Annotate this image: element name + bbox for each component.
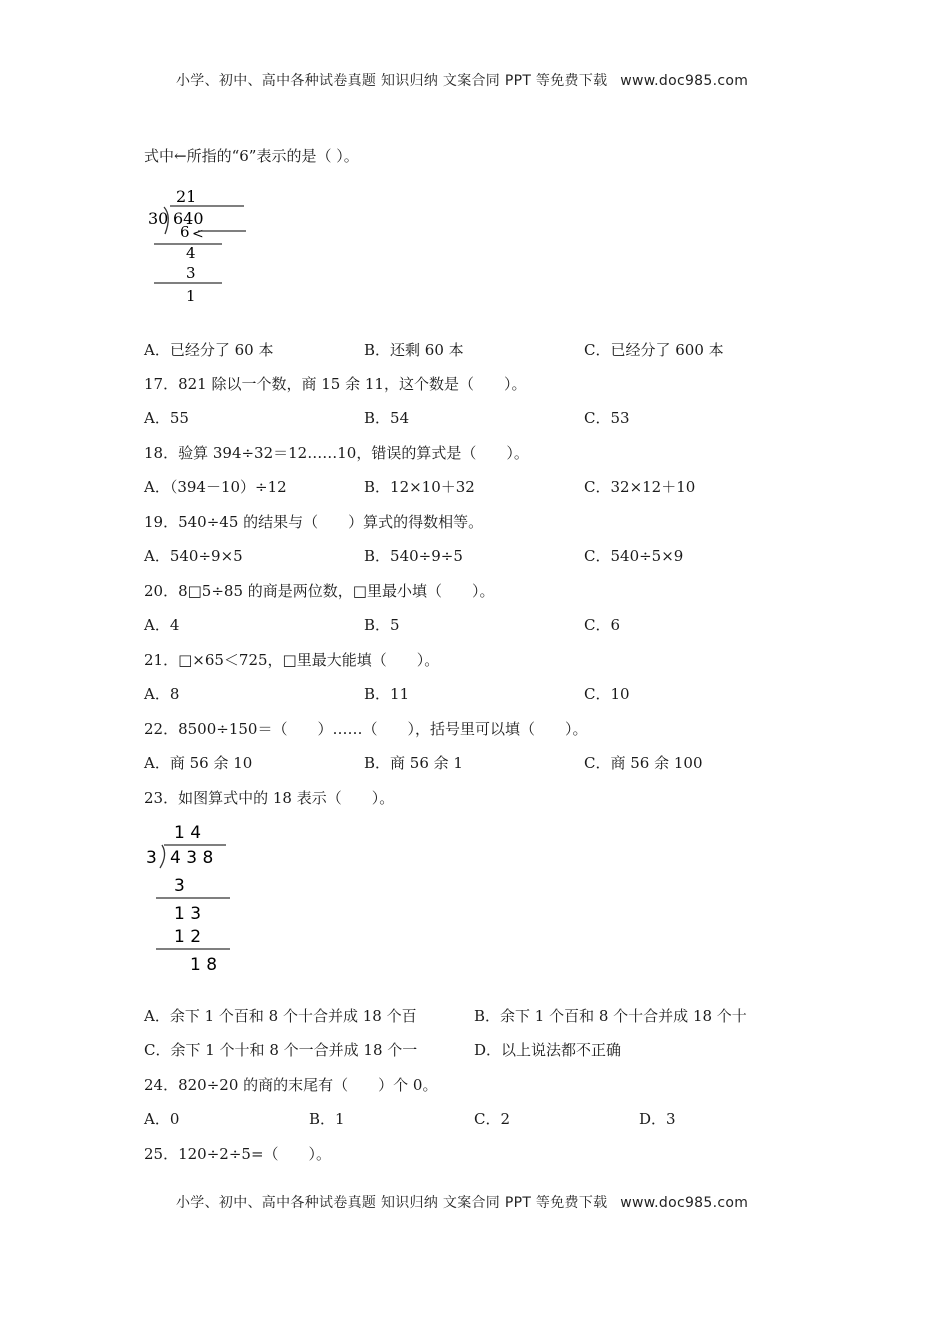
q18-option-c[interactable]: C．32×12＋10	[584, 478, 696, 496]
q16-step3: 3	[186, 264, 196, 282]
q17-option-c[interactable]: C．53	[584, 409, 630, 427]
q24-option-c[interactable]: C．2	[474, 1110, 511, 1128]
q23-step2: 1 3	[174, 904, 202, 924]
q24-option-a[interactable]: A．0	[144, 1110, 180, 1128]
q21-option-a[interactable]: A．8	[144, 685, 180, 703]
q18-option-b[interactable]: B．12×10＋32	[364, 478, 475, 496]
q16-step1: 6	[180, 223, 190, 241]
footer-site: www.doc985.com	[620, 1195, 749, 1211]
q21-stem: 21．□×65＜725，□里最大能填（ ）。	[144, 651, 440, 669]
header-text: 小学、初中、高中各种试卷真题 知识归纳 文案合同 PPT 等免费下载	[176, 73, 608, 89]
q19-option-b[interactable]: B．540÷9÷5	[364, 547, 463, 565]
q20-option-c[interactable]: C．6	[584, 616, 621, 634]
q16-remainder: 1	[186, 287, 196, 305]
q16-quotient: 21	[176, 187, 197, 206]
q16-division-figure	[140, 182, 260, 312]
q17-option-b[interactable]: B．54	[364, 409, 410, 427]
q20-stem: 20．8□5÷85 的商是两位数，□里最小填（ ）。	[144, 582, 495, 600]
q18-stem: 18．验算 394÷32＝12……10，错误的算式是（ ）。	[144, 444, 529, 462]
q23-stem: 23．如图算式中的 18 表示（ ）。	[144, 789, 395, 807]
q24-stem: 24．820÷20 的商的末尾有（ ）个 0。	[144, 1076, 438, 1094]
q22-option-a[interactable]: A．商 56 余 10	[144, 754, 253, 772]
q23-quotient: 1 4	[174, 823, 202, 843]
q23-option-d[interactable]: D．以上说法都不正确	[474, 1041, 622, 1059]
q22-option-b[interactable]: B．商 56 余 1	[364, 754, 463, 772]
footer-text: 小学、初中、高中各种试卷真题 知识归纳 文案合同 PPT 等免费下载	[176, 1195, 608, 1211]
q16-option-a[interactable]: A．已经分了 60 本	[144, 341, 274, 359]
q21-option-c[interactable]: C．10	[584, 685, 630, 703]
header-site: www.doc985.com	[620, 73, 749, 89]
q16-stem: 式中←所指的“6”表示的是（ ）。	[144, 147, 359, 165]
q18-option-a[interactable]: A．（394－10）÷12	[144, 478, 287, 496]
q17-option-a[interactable]: A．55	[144, 409, 189, 427]
q23-option-c[interactable]: C．余下 1 个十和 8 个一合并成 18 个一	[144, 1041, 418, 1059]
q19-option-c[interactable]: C．540÷5×9	[584, 547, 684, 565]
q17-stem: 17．821 除以一个数，商 15 余 11，这个数是（ ）。	[144, 375, 527, 393]
q16-option-c[interactable]: C．已经分了 600 本	[584, 341, 724, 359]
q21-option-b[interactable]: B．11	[364, 685, 410, 703]
q23-division-figure	[140, 818, 250, 978]
q20-option-b[interactable]: B．5	[364, 616, 400, 634]
q16-dividend: 640	[173, 209, 204, 228]
q19-stem: 19．540÷45 的结果与（ ）算式的得数相等。	[144, 513, 484, 531]
q16-arrow: <	[192, 226, 204, 242]
q23-option-b[interactable]: B．余下 1 个百和 8 个十合并成 18 个十	[474, 1007, 747, 1025]
q23-step3: 1 2	[174, 927, 202, 947]
q19-option-a[interactable]: A．540÷9×5	[144, 547, 243, 565]
q16-step2: 4	[186, 244, 196, 262]
q24-option-b[interactable]: B．1	[309, 1110, 345, 1128]
q16-divisor: 30	[148, 209, 169, 228]
q23-remainder: 1 8	[190, 955, 218, 975]
q23-division-bracket	[160, 845, 165, 868]
page-header	[176, 70, 748, 90]
q22-stem: 22．8500÷150＝（ ）……（ ），括号里可以填（ ）。	[144, 720, 588, 738]
q24-option-d[interactable]: D．3	[639, 1110, 676, 1128]
q16-option-b[interactable]: B．还剩 60 本	[364, 341, 464, 359]
q23-dividend: 4 3 8	[170, 848, 214, 868]
q22-option-c[interactable]: C．商 56 余 100	[584, 754, 703, 772]
q23-step1: 3	[174, 876, 185, 896]
q23-option-a[interactable]: A．余下 1 个百和 8 个十合并成 18 个百	[144, 1007, 417, 1025]
q20-option-a[interactable]: A．4	[144, 616, 180, 634]
page-footer	[176, 1192, 748, 1212]
q23-divisor: 3	[146, 848, 157, 868]
q25-stem: 25．120÷2÷5=（ ）。	[144, 1145, 332, 1163]
